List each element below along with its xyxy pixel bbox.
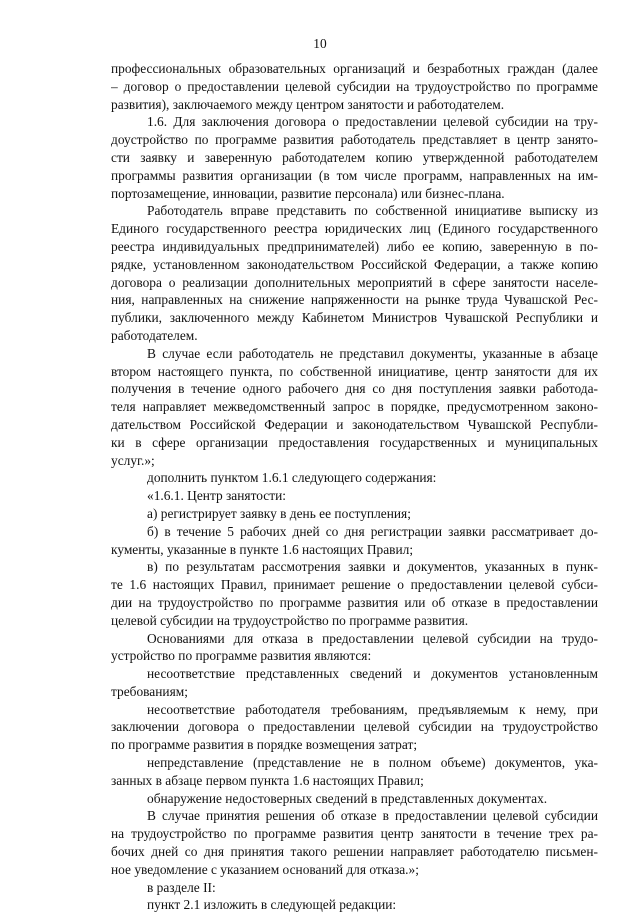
text-line: услуг.»; [111,452,155,468]
text-line: требованиям; [111,683,188,699]
text-line: дополнить пунктом 1.6.1 следующего содержания: [147,470,437,486]
text-line: кументы, указанные в пункте 1.6 настоящих Правил; [111,541,414,557]
text-line: доустройство по программе развития работодатель представляет в центр занято- [111,132,598,148]
text-line: договора о реализации дополнительных мероприятий в сфере занятости населе- [111,274,598,290]
page-number: 10 [313,36,327,51]
text-line: В случае принятия решения об отказе в предоставлении целевой субсидии [147,808,598,824]
text-line: бочих дней со дня принятия такого решении направляет работодателю письмен- [111,844,598,860]
text-line: несоответствие представленных сведений и документов установленным [147,666,598,682]
text-line: сти заявку и заверенную работодателем копию утвержденной работодателем [111,149,598,165]
text-line: программы развития организации (в том числе программ, направленных на им- [111,167,598,183]
text-line: б) в течение 5 рабочих дней со дня регистрации заявки рассматривает до- [147,523,598,539]
text-line: портозамещение, инновации, развитие персонала) или бизнес-плана. [111,185,505,201]
text-line: в разделе II: [147,879,216,895]
text-line: Основаниями для отказа в предоставлении целевой субсидии на трудо- [147,630,598,646]
text-line: занных в абзаце первом пункта 1.6 настоящих Правил; [111,772,424,788]
text-line: – договор о предоставлении целевой субсидии на трудоустройство по программе [111,78,598,94]
text-line: В случае если работодатель не представил документы, указанные в абзаце [147,345,598,361]
text-line: на трудоустройство по программе развития центр занятости в течение трех ра- [111,826,598,842]
text-line: развития), заключаемого между центром занятости и работодателем. [111,96,505,112]
text-line: обнаружение недостоверных сведений в представленных документах. [147,790,548,806]
text-line: а) регистрирует заявку в день ее поступления; [147,505,411,521]
text-line: устройство по программе развития являются: [111,648,372,664]
text-line: «1.6.1. Центр занятости: [147,488,286,504]
text-line: ки в сфере организации предоставления государственных и муниципальных [111,434,598,450]
text-line: 1.6. Для заключения договора о предоставлении целевой субсидии на тру- [147,114,598,130]
text-line: теля направляет межведомственный запрос в порядке, предусмотренном законо- [111,399,598,415]
text-line: публики, заключенного между Кабинетом Министров Чувашской Республики и [111,310,598,326]
text-line: ния, направленных на снижение напряженности на рынке труда Чувашской Рес- [111,292,598,308]
text-line: втором настоящего пункта, по собственной инициативе, центр занятости для их [111,363,598,379]
text-line: рядке, установленном законодательством Российской Федерации, а также копию [111,256,598,272]
text-line: Работодатель вправе представить по собственной инициативе выписку из [147,203,598,219]
text-line: профессиональных образовательных организаций и безработных граждан (далее [111,61,598,76]
text-line: заключении договора о предоставлении целевой субсидии на трудоустройство [111,719,598,735]
text-line: работодателем. [111,327,198,343]
text-line: несоответствие работодателя требованиям, предъявляемым к нему, при [147,701,598,717]
text-line: реестра индивидуальных предпринимателей) либо ее копию, заверенную в по- [111,238,598,254]
text-line: ное уведомление с указанием оснований для отказа.»; [111,861,419,877]
text-line: в) по результатам рассмотрения заявки и документов, указанных в пунк- [147,559,598,575]
document-body [111,60,598,914]
text-line: дательством Российской Федерации и законодательством Чувашской Республи- [111,416,598,432]
text-line: непредставление (представление не в полном объеме) документов, ука- [147,755,598,771]
text-line: Единого государственного реестра юридических лиц (Единого государственного [111,221,598,237]
text-line: по программе развития в порядке возмещения затрат; [111,737,418,753]
text-line: дии на трудоустройство по программе развития или об отказе в предоставлении [111,594,598,610]
text-line: те 1.6 настоящих Правил, принимает решение о предоставлении целевой субси- [111,577,598,593]
text-line: получения в течение одного рабочего дня со дня поступления заявки работода- [111,381,598,397]
text-line: целевой субсидии на трудоустройство по программе развития. [111,612,469,628]
text-line: пункт 2.1 изложить в следующей редакции: [147,897,397,913]
